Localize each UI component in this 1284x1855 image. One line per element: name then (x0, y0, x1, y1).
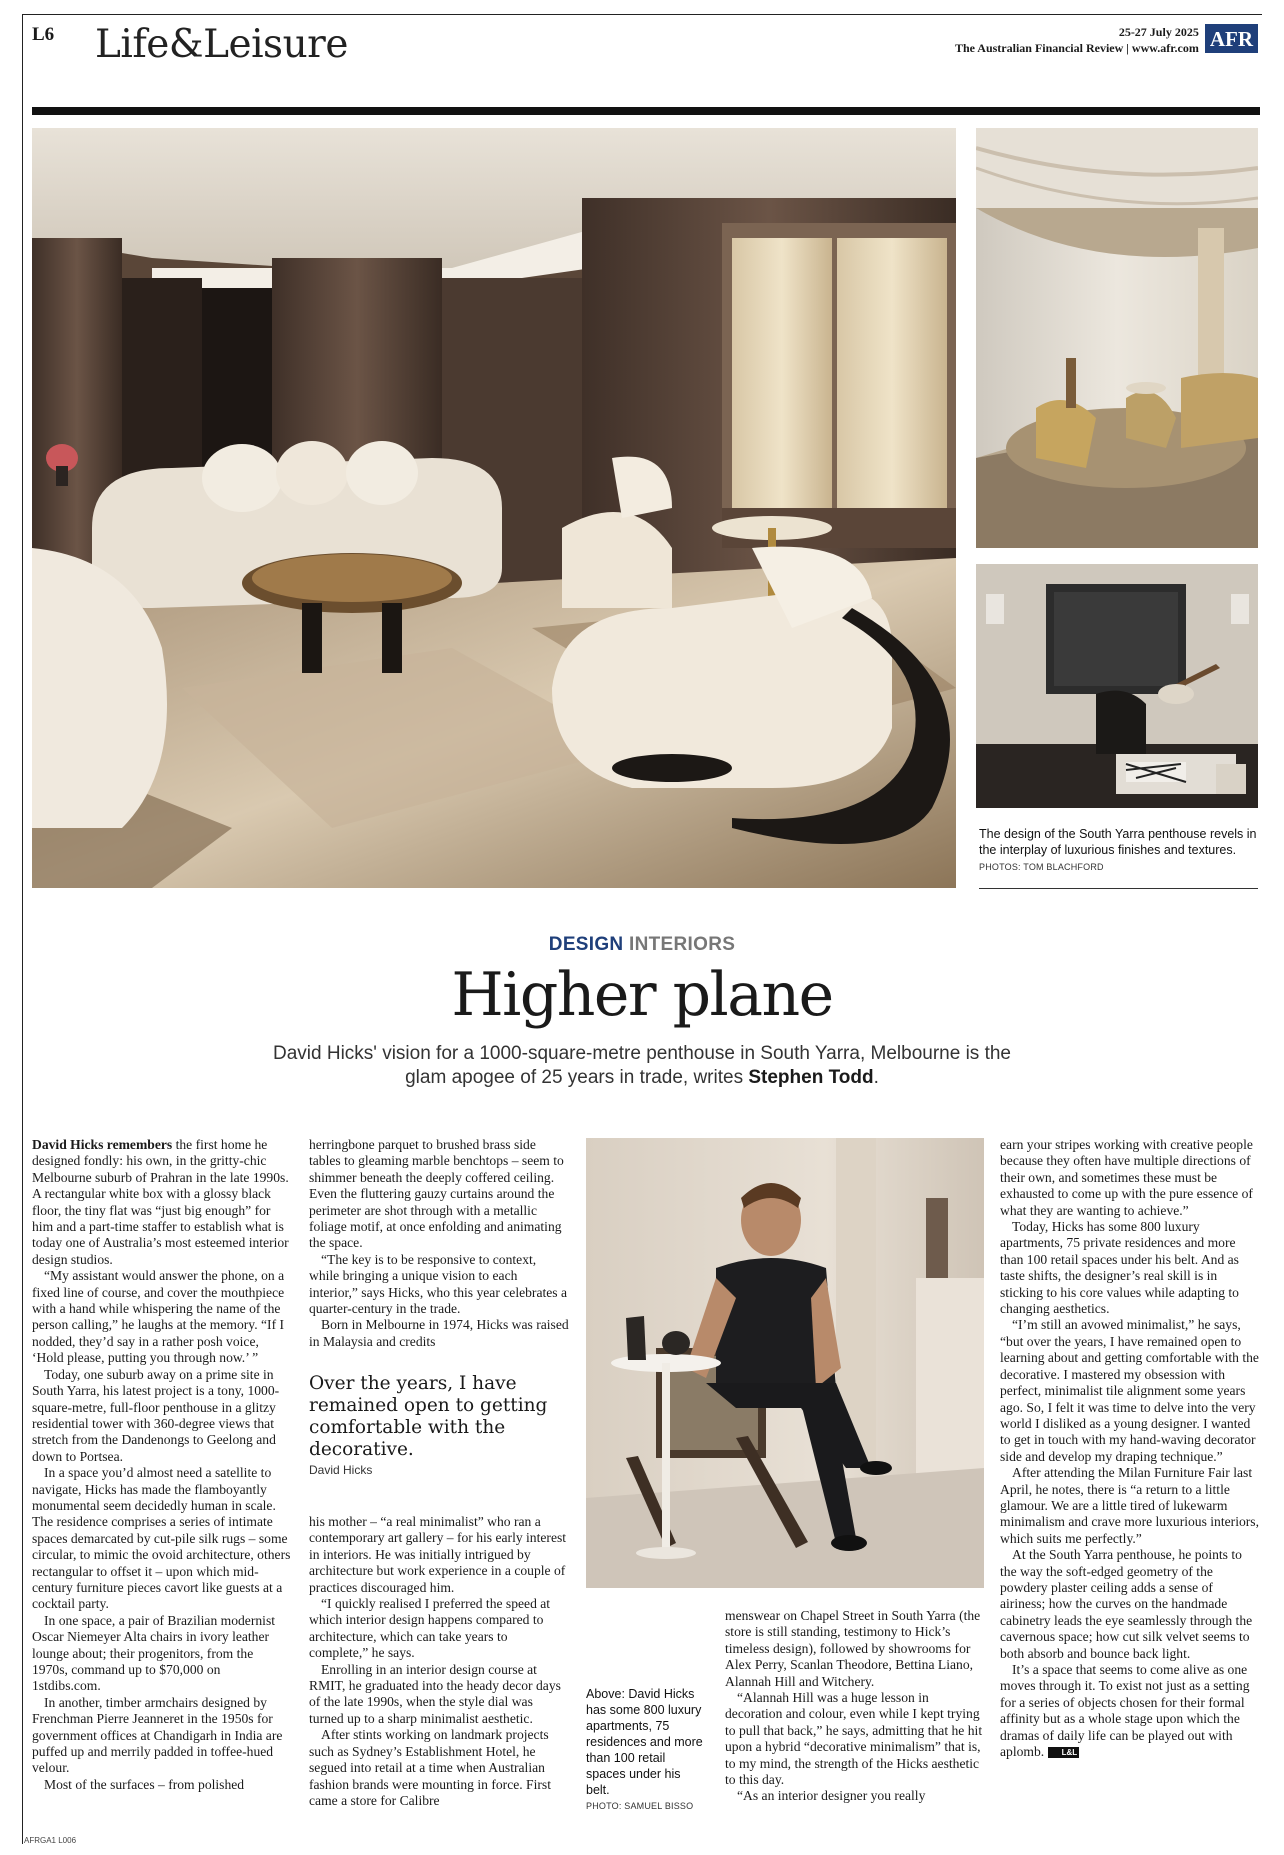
portrait-caption-text: Above: David Hicks has some 800 luxury apartments, 75 residences and more than 100 retail spaces under his belt. (586, 1687, 703, 1797)
article-kicker (0, 934, 1284, 956)
article-paragraph: earn your stripes working with creative people because they often have multiple directions of their own, and sometimes these must be exhausted to come up with the pure essence of what they are wanting to achieve.” (1000, 1137, 1253, 1218)
study-artwork-photo (976, 564, 1258, 808)
photo-caption-text: The design of the South Yarra penthouse revels in the interplay of luxurious finishes and textures. (979, 827, 1257, 857)
article-paragraph: Born in Melbourne in 1974, Hicks was raised in Malaysia and credits (309, 1317, 569, 1349)
article-paragraph: herringbone parquet to brushed brass side tables to gleaming marble benchtops – seem to shimmer beneath the deeply coffered ceiling. Even the fluttering gauzy curtains around the perimeter are shot through with a metallic foliage motif, at once enfolding and animating the space. (309, 1137, 564, 1251)
article-paragraph: “As an interior designer you really (737, 1788, 926, 1804)
section-title: Life&Leisure (95, 22, 348, 67)
article-paragraph: At the South Yarra penthouse, he points to the way the soft-edged geometry of the powdery plaster ceiling adds a sense of airiness; how the curves on the handmade cabinetry leads the eye seamlessly through the cavernous space; how cut silk velvet seems to both absorb and bounce back light. (1000, 1547, 1253, 1661)
photo-credit: PHOTOS: TOM BLACHFORD (979, 862, 1104, 872)
standfirst-text: David Hicks' vision for a 1000-square-metre penthouse in South Yarra, Melbourne is the glam apogee of 25 years in trade, writes (273, 1043, 1011, 1088)
kicker-primary: DESIGN (548, 934, 624, 955)
page-code: AFRGA1 L006 (24, 1836, 77, 1845)
page-folio: L6 (32, 24, 55, 45)
kicker-secondary: INTERIORS (623, 934, 736, 955)
article-paragraph: After attending the Milan Furniture Fair last April, he notes, there is “a return to a little glamour. We are a little tired of lukewarm minimalism and crave more luxurious interiors, which suits me perfectly.” (1000, 1465, 1259, 1546)
header-rule (32, 107, 1260, 115)
photo-caption (979, 826, 1259, 875)
article-paragraph: Enrolling in an interior design course at RMIT, he graduated into the heady decor days of the late 1990s, when the style dial was turned up to a sharp minimalist aesthetic. (309, 1661, 561, 1726)
portrait-credit: PHOTO: SAMUEL BISSO (586, 1801, 694, 1811)
article-column-4 (1000, 1137, 1260, 1760)
article-paragraph: his mother – “a real minimalist” who ran a contemporary art gallery – for his early interest in interiors. He was initially intrigued by architecture but work experience in a couple of practices discouraged him. (309, 1514, 567, 1595)
living-room-photo (32, 128, 956, 888)
standfirst-end: . (873, 1067, 879, 1088)
article-column-2-bottom (309, 1514, 569, 1809)
article-paragraph: In another, timber armchairs designed by Frenchman Pierre Jeanneret in the 1950s for government offices at Chandigarh in India are puffed up and merrily padded in toffee-hued velour. (32, 1694, 283, 1776)
article-paragraph: In one space, a pair of Brazilian modernist Oscar Niemeyer Alta chairs in ivory leather lounge about; their progenitors, from the 1970s, command up to $70,000 on 1stdibs.com. (32, 1612, 276, 1694)
masthead-info (955, 24, 1258, 56)
article-paragraph: Today, Hicks has some 800 luxury apartments, 75 private residences and more than 100 retail spaces under his belt. And as taste shifts, the designer’s real skill is in sticking to his core values while adapting to changing aesthetics. (1000, 1219, 1239, 1317)
article-paragraph: “I’m still an avowed minimalist,” he says, “but over the years, I have remained open to learning about and getting comfortable with the decorative. I mastered my obsession with perfect, minimalist tile alignment some years ago. So, I felt it was time to delve into the very world I disliked as a young designer. I wanted to get in touch with my hand-waving decorator side and develop my draping technique.” (1000, 1317, 1259, 1464)
article-column-2-top (309, 1137, 569, 1350)
lead-in: David Hicks remembers (32, 1137, 173, 1152)
author-byline: Stephen Todd (748, 1067, 874, 1088)
end-of-article-mark: L&L (1048, 1747, 1080, 1758)
article-paragraph: In a space you’d almost need a satellite to navigate, Hicks has made the flamboyantly monumental seem decidedly human in scale. The residence comprises a series of intimate spaces demarcated by cut-pile silk rugs – some circular, to mimic the ovoid architecture, others rectangular to offset it – upon which mid-century furniture pieces cavort like guests at a cocktail party. (32, 1465, 291, 1612)
article-paragraph: David Hicks remembers the first home he designed fondly: his own, in the gritty-chic Melbourne suburb of Prahran in the late 1990s. A rectangular white box with a glossy black floor, the tiny flat was “just big enough” for him and a part-time staffer to establish what is today one of Australia’s most esteemed interior design studios. (32, 1137, 289, 1267)
pull-quote-attribution: David Hicks (309, 1463, 373, 1477)
article-paragraph: “My assistant would answer the phone, on a fixed line of course, and cover the mouthpiece with a hand while whispering the name of the person calling,” he laughs at the memory. “If I nodded, they’d say in a rather posh voice, ‘Hold please, putting you through now.’ ” (32, 1268, 285, 1366)
david-hicks-portrait-photo (586, 1138, 984, 1588)
article-paragraph: Most of the surfaces – from polished (44, 1776, 245, 1792)
article-paragraph: “I quickly realised I preferred the speed at which interior design happens compared to architecture, which can take years to complete,” he says. (309, 1596, 551, 1661)
article-paragraph: After stints working on landmark projects such as Sydney’s Establishment Hotel, he segued into retail at a time when Australian fashion brands were mounting in force. First came a store for Calibre (309, 1727, 551, 1808)
pull-quote-text: Over the years, I have remained open to getting comfortable with the decorative. (309, 1373, 548, 1460)
article-column-3 (725, 1608, 986, 1805)
issue-date: 25-27 July 2025 (1118, 25, 1199, 39)
article-standfirst (270, 1042, 1014, 1090)
article-column-1 (32, 1137, 291, 1793)
article-paragraph: menswear on Chapel Street in South Yarra (the store is still standing, testimony to Hick’s timeless design), followed by showrooms for Alex Perry, Scanlan Theodore, Bettina Liano, Alannah Hill and Witchery. (725, 1608, 981, 1689)
article-paragraph: “Alannah Hill was a huge lesson in decoration and colour, even while I kept trying to pull that back,” he says, admitting that he hit upon a hybrid “decorative minimalism” that is, to my mind, the strength of the Hicks aesthetic to this day. (725, 1690, 983, 1788)
article-headline: Higher plane (451, 960, 833, 1030)
article-paragraph: “The key is to be responsive to context, while bringing a unique vision to each interior,” says Hicks, who this year celebrates a quarter-century in the trade. (309, 1251, 568, 1317)
article-paragraph: It’s a space that seems to come alive as one moves through it. To exist not just as a setting for a series of objects chosen for their formal affinity but as a whole stage upon which the dramas of daily life can be played out with aplomb. L&L (1000, 1662, 1250, 1760)
masthead-meta (955, 24, 1199, 56)
caption-rule (979, 888, 1258, 889)
publication-line: The Australian Financial Review | www.afr.com (954, 41, 1199, 55)
pull-quote (309, 1373, 571, 1477)
afr-logo: AFR (1205, 24, 1258, 53)
curved-window-lounge-photo (976, 128, 1258, 548)
portrait-caption (586, 1686, 704, 1814)
article-paragraph: Today, one suburb away on a prime site in South Yarra, his latest project is a tony, 1000-square-metre, full-floor penthouse in a glitzy residential tower with 360-degree views that stretch from the Dandenongs to Geelong and down to Portsea. (32, 1366, 280, 1464)
